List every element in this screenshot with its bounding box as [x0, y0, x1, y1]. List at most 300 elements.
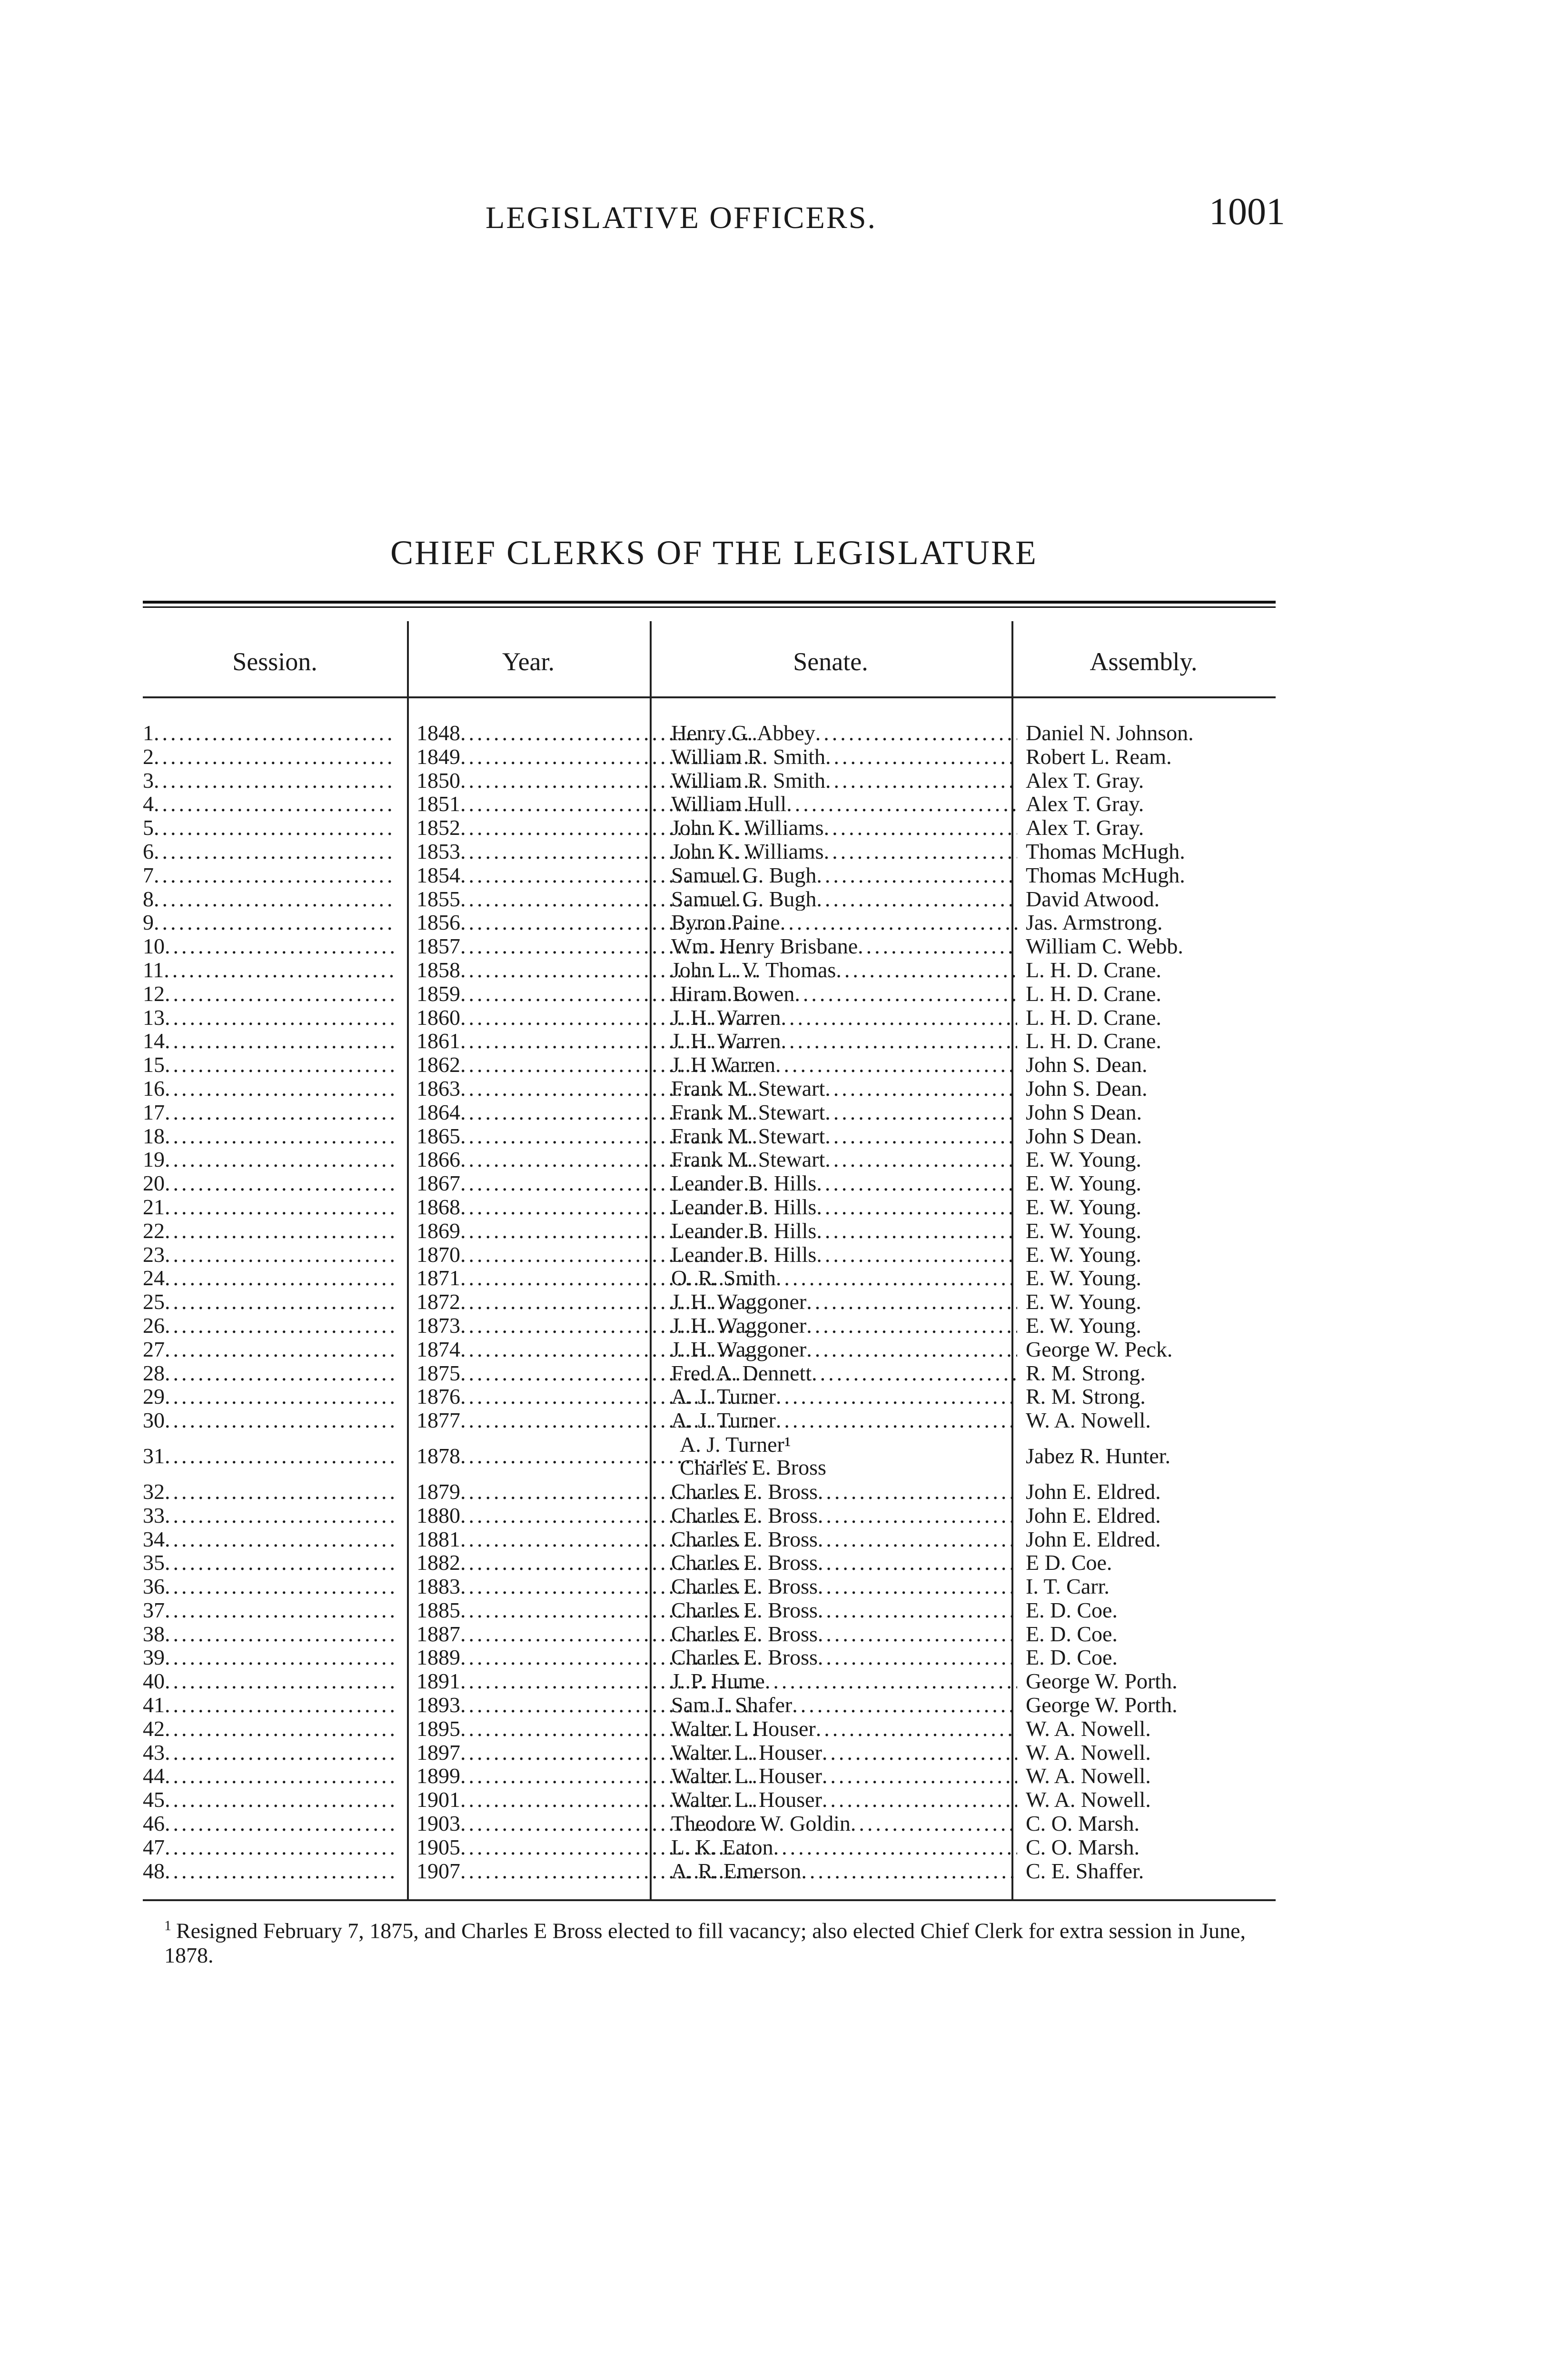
session-cell-text: 46 — [143, 1812, 165, 1835]
footnote — [164, 1914, 1288, 1968]
assembly-cell: E. W. Young. — [1026, 1148, 1141, 1172]
senate-cell-text: J. H. Waggoner — [671, 1313, 807, 1338]
session-cell — [143, 1006, 400, 1030]
leader-dots — [816, 1195, 1017, 1219]
year-cell-text: 1872 — [416, 1290, 460, 1314]
header-assembly: Assembly. — [1090, 647, 1198, 676]
year-cell-text: 1873 — [416, 1313, 460, 1338]
session-cell-text: 17 — [143, 1100, 165, 1124]
assembly-cell: John E. Eldred. — [1026, 1527, 1161, 1551]
session-cell — [143, 1480, 400, 1504]
session-cell — [143, 1408, 400, 1432]
leader-dots — [154, 769, 396, 793]
table-row — [143, 745, 1276, 769]
senate-cell — [671, 816, 1026, 840]
session-cell-text: 28 — [143, 1361, 165, 1385]
page-header — [143, 190, 1285, 248]
leader-dots — [822, 1788, 1017, 1812]
session-cell-text: 7 — [143, 863, 154, 887]
leader-dots — [812, 1361, 1017, 1385]
leader-dots — [816, 1717, 1017, 1741]
assembly-cell: John S Dean. — [1026, 1100, 1142, 1124]
leader-dots — [825, 769, 1017, 793]
session-cell-text: 29 — [143, 1385, 165, 1409]
assembly-cell: L. H. D. Crane. — [1026, 1005, 1161, 1030]
session-cell — [143, 1077, 400, 1101]
leader-dots — [165, 1101, 396, 1124]
leader-dots — [165, 982, 396, 1006]
assembly-cell: Jabez R. Hunter. — [1026, 1443, 1171, 1468]
senate-cell-text: Charles E. Bross — [671, 1503, 818, 1527]
senate-cell-text: Walter L. Houser — [671, 1764, 822, 1788]
senate-cell-text: Walter L. Houser — [671, 1788, 822, 1812]
year-cell-text: 1878 — [416, 1443, 460, 1468]
session-cell-text: 18 — [143, 1124, 165, 1148]
table-row — [143, 1171, 1276, 1195]
leader-dots — [165, 1598, 396, 1622]
year-cell-text: 1866 — [416, 1148, 460, 1172]
table-row — [143, 1053, 1276, 1077]
leader-dots — [786, 792, 1017, 816]
assembly-cell: L. H. D. Crane. — [1026, 982, 1161, 1006]
session-cell-text: 15 — [143, 1053, 165, 1077]
session-cell-text: 31 — [143, 1443, 165, 1468]
leader-dots — [165, 1219, 396, 1243]
table-row — [143, 1669, 1276, 1693]
senate-cell — [671, 1101, 1026, 1124]
assembly-cell: E. W. Young. — [1026, 1195, 1141, 1219]
leader-dots — [822, 1764, 1017, 1788]
table-row — [143, 816, 1276, 840]
year-cell-text: 1885 — [416, 1598, 460, 1622]
assembly-cell: W. A. Nowell. — [1026, 1716, 1151, 1741]
senate-cell — [671, 934, 1026, 958]
session-cell — [143, 934, 400, 958]
session-cell — [143, 1266, 400, 1290]
year-cell-text: 1868 — [416, 1195, 460, 1219]
year-cell-text: 1854 — [416, 863, 460, 887]
leader-dots — [818, 1622, 1017, 1646]
leader-dots — [165, 1385, 396, 1408]
senate-cell — [671, 1835, 1026, 1859]
table-row — [143, 1859, 1276, 1883]
table-row — [143, 1077, 1276, 1101]
table-row — [143, 1314, 1276, 1338]
leader-dots — [165, 1243, 396, 1267]
session-cell-text: 3 — [143, 768, 154, 793]
senate-cell-text: Samuel G. Bugh — [671, 863, 817, 887]
session-cell-text: 14 — [143, 1029, 165, 1053]
session-cell-text: 42 — [143, 1716, 165, 1741]
leader-dots — [165, 1741, 396, 1765]
leader-dots — [165, 1029, 396, 1053]
year-cell-text: 1862 — [416, 1053, 460, 1077]
year-cell-text: 1903 — [416, 1812, 460, 1835]
session-cell-text: 41 — [143, 1693, 165, 1717]
table-row — [143, 1504, 1276, 1527]
year-cell-text: 1857 — [416, 934, 460, 958]
session-cell-text: 39 — [143, 1646, 165, 1670]
assembly-cell: Thomas McHugh. — [1026, 839, 1185, 863]
year-cell-text: 1856 — [416, 911, 460, 935]
senate-cell-text: Leander B. Hills — [671, 1219, 817, 1243]
year-cell-text: 1850 — [416, 768, 460, 793]
senate-cell-text: Charles E. Bross — [671, 1622, 818, 1646]
senate-cell — [671, 1598, 1026, 1622]
table-row — [143, 769, 1276, 793]
assembly-cell: W. A. Nowell. — [1026, 1788, 1151, 1812]
senate-cell-text: Charles E. Bross — [671, 1646, 818, 1670]
senate-cell-text: Hiram Bowen — [671, 982, 795, 1006]
leader-dots — [825, 1124, 1017, 1148]
senate-cell-text: Theodore W. Goldin — [671, 1812, 851, 1835]
table-row — [143, 1551, 1276, 1575]
senate-cell-text: J. H. Warren — [671, 1005, 781, 1030]
leader-dots — [165, 934, 396, 958]
leader-dots — [154, 792, 396, 816]
assembly-cell: L. H. D. Crane. — [1026, 1029, 1161, 1053]
senate-cell — [671, 1788, 1026, 1812]
leader-dots — [165, 1338, 396, 1361]
assembly-cell: W. A. Nowell. — [1026, 1764, 1151, 1788]
table-row — [143, 840, 1276, 863]
session-cell — [143, 1859, 400, 1883]
session-cell-text: 27 — [143, 1337, 165, 1361]
session-cell — [143, 1835, 400, 1859]
senate-cell-text: Walter L. Houser — [671, 1740, 822, 1765]
leader-dots — [154, 721, 396, 745]
senate-cell-text: Leander B. Hills — [671, 1171, 817, 1195]
leader-dots — [806, 1338, 1017, 1361]
senate-cell-text: O. R. Smith — [671, 1266, 776, 1290]
senate-cell — [671, 1764, 1026, 1788]
session-cell — [143, 1717, 400, 1741]
senate-cell-text: Frank M. Stewart — [671, 1148, 825, 1172]
senate-cell-text: Walter L Houser — [671, 1716, 816, 1741]
assembly-cell: E. W. Young. — [1026, 1266, 1141, 1290]
senate-cell — [671, 1646, 1026, 1669]
session-cell-text: 44 — [143, 1764, 165, 1788]
assembly-cell: Jas. Armstrong. — [1026, 911, 1163, 935]
senate-cell — [671, 840, 1026, 863]
year-cell-text: 1881 — [416, 1527, 460, 1551]
senate-cell — [671, 1266, 1026, 1290]
running-title: LEGISLATIVE OFFICERS. — [486, 200, 877, 235]
senate-cell — [671, 863, 1026, 887]
session-cell — [143, 745, 400, 769]
leader-dots — [165, 1480, 396, 1504]
session-cell — [143, 1527, 400, 1551]
senate-cell — [671, 982, 1026, 1006]
session-cell — [143, 1598, 400, 1622]
leader-dots — [165, 1646, 396, 1669]
session-cell — [143, 1314, 400, 1338]
leader-dots — [806, 1290, 1017, 1314]
assembly-cell: E. W. Young. — [1026, 1219, 1141, 1243]
session-cell — [143, 1243, 400, 1267]
senate-name: A. J. Turner¹ — [680, 1432, 791, 1457]
assembly-cell: R. M. Strong. — [1026, 1385, 1146, 1409]
senate-cell — [671, 958, 1026, 982]
leader-dots — [154, 840, 396, 863]
senate-cell-text: Frank M. Stewart — [671, 1076, 825, 1101]
senate-cell-text: J. H. Waggoner — [671, 1337, 807, 1361]
year-cell-text: 1897 — [416, 1740, 460, 1765]
assembly-cell: William C. Webb. — [1026, 934, 1183, 958]
leader-dots — [822, 1741, 1017, 1765]
assembly-cell: C. E. Shaffer. — [1026, 1859, 1144, 1883]
year-cell-text: 1899 — [416, 1764, 460, 1788]
senate-cell — [671, 1741, 1026, 1765]
year-cell-text: 1869 — [416, 1219, 460, 1243]
session-cell-text: 45 — [143, 1788, 165, 1812]
year-cell-text: 1859 — [416, 982, 460, 1006]
senate-cell-text: Frank M. Stewart — [671, 1100, 825, 1124]
leader-dots — [165, 1361, 396, 1385]
leader-dots — [165, 1575, 396, 1598]
senate-cell — [671, 721, 1026, 745]
session-cell — [143, 1432, 400, 1480]
leader-dots — [154, 816, 396, 840]
senate-cell-text: Sam J. Shafer — [671, 1693, 793, 1717]
table-top-rule — [143, 601, 1276, 608]
session-cell — [143, 958, 400, 982]
leader-dots — [825, 1148, 1017, 1171]
session-cell-text: 30 — [143, 1408, 165, 1432]
session-cell — [143, 911, 400, 934]
table-row — [143, 863, 1276, 887]
senate-cell-text: William R. Smith — [671, 768, 825, 793]
year-cell-text: 1901 — [416, 1788, 460, 1812]
leader-dots — [165, 1432, 396, 1480]
year-cell-text: 1879 — [416, 1479, 460, 1504]
senate-cell-text: Samuel G. Bugh — [671, 887, 817, 911]
table-row — [143, 1812, 1276, 1835]
senate-cell-text: A. J. Turner — [671, 1408, 776, 1432]
page-number: 1001 — [1209, 191, 1285, 233]
footnote-marker: 1 — [164, 1918, 171, 1934]
leader-dots — [165, 1788, 396, 1812]
table-row — [143, 792, 1276, 816]
session-cell-text: 36 — [143, 1575, 165, 1598]
senate-cell — [671, 1575, 1026, 1598]
year-cell-text: 1852 — [416, 816, 460, 840]
assembly-cell: Alex T. Gray. — [1026, 792, 1144, 816]
year-cell-text: 1864 — [416, 1100, 460, 1124]
assembly-cell: David Atwood. — [1026, 887, 1160, 911]
leader-dots — [818, 1575, 1017, 1598]
leader-dots — [165, 1171, 396, 1195]
session-cell — [143, 887, 400, 911]
assembly-cell: John S Dean. — [1026, 1124, 1142, 1148]
year-cell-text: 1871 — [416, 1266, 460, 1290]
assembly-cell: Thomas McHugh. — [1026, 863, 1185, 887]
leader-dots — [165, 1504, 396, 1527]
senate-cell-text: William R. Smith — [671, 744, 825, 769]
leader-dots — [165, 1077, 396, 1101]
session-cell-text: 20 — [143, 1171, 165, 1195]
senate-cell — [671, 1219, 1026, 1243]
session-cell — [143, 1053, 400, 1077]
senate-cell — [671, 1290, 1026, 1314]
session-cell-text: 32 — [143, 1479, 165, 1504]
senate-cell — [671, 1361, 1026, 1385]
session-cell-text: 38 — [143, 1622, 165, 1646]
session-cell — [143, 1741, 400, 1765]
assembly-cell: Alex T. Gray. — [1026, 768, 1144, 793]
assembly-cell: R. M. Strong. — [1026, 1361, 1146, 1385]
senate-cell-text: John L. V. Thomas — [671, 958, 836, 982]
table-row — [143, 1243, 1276, 1267]
year-cell-text: 1874 — [416, 1337, 460, 1361]
leader-dots — [165, 1408, 396, 1432]
leader-dots — [165, 1551, 396, 1575]
table-row — [143, 1717, 1276, 1741]
session-cell-text: 43 — [143, 1740, 165, 1765]
leader-dots — [825, 1077, 1017, 1101]
session-cell — [143, 1029, 400, 1053]
leader-dots — [816, 1243, 1017, 1267]
leader-dots — [154, 887, 396, 911]
year-cell-text: 1887 — [416, 1622, 460, 1646]
senate-cell-text: Charles E. Bross — [671, 1527, 818, 1551]
senate-cell-text: Byron Paine — [671, 911, 780, 935]
leader-dots — [806, 1314, 1017, 1338]
assembly-cell: George W. Porth. — [1026, 1693, 1178, 1717]
leader-dots — [776, 1408, 1017, 1432]
leader-dots — [165, 1669, 396, 1693]
senate-cell — [671, 1148, 1026, 1171]
session-cell-text: 2 — [143, 744, 154, 769]
senate-cell — [671, 1480, 1026, 1504]
senate-cell-text: Charles E. Bross — [671, 1551, 818, 1575]
senate-cell — [671, 1551, 1026, 1575]
table-row — [143, 1219, 1276, 1243]
session-cell — [143, 1171, 400, 1195]
session-cell — [143, 721, 400, 745]
senate-cell-text: Charles E. Bross — [671, 1598, 818, 1622]
senate-cell — [671, 1314, 1026, 1338]
session-cell — [143, 982, 400, 1006]
senate-cell — [671, 1029, 1026, 1053]
senate-cell — [671, 1504, 1026, 1527]
session-cell — [143, 1812, 400, 1835]
senate-cell — [671, 1171, 1026, 1195]
year-cell-text: 1853 — [416, 839, 460, 863]
leader-dots — [165, 1290, 396, 1314]
session-cell — [143, 1338, 400, 1361]
leader-dots — [801, 1859, 1017, 1883]
leader-dots — [781, 1029, 1018, 1053]
session-cell-text: 1 — [143, 721, 154, 745]
leader-dots — [818, 1480, 1017, 1504]
year-cell-text: 1863 — [416, 1076, 460, 1101]
table-row — [143, 1101, 1276, 1124]
assembly-cell: John E. Eldred. — [1026, 1479, 1161, 1504]
session-cell-text: 24 — [143, 1266, 165, 1290]
senate-cell — [671, 1195, 1026, 1219]
leader-dots — [154, 911, 396, 934]
leader-dots — [818, 1646, 1017, 1669]
assembly-cell: E. W. Young. — [1026, 1242, 1141, 1267]
assembly-cell: E D. Coe. — [1026, 1551, 1112, 1575]
senate-cell — [671, 1385, 1026, 1408]
year-cell-text: 1907 — [416, 1859, 460, 1883]
senate-cell-text: A. J. Turner — [671, 1385, 776, 1409]
year-cell-text: 1895 — [416, 1716, 460, 1741]
session-cell — [143, 792, 400, 816]
session-cell-text: 25 — [143, 1290, 165, 1314]
session-cell-text: 26 — [143, 1313, 165, 1338]
senate-name: Charles E. Bross — [680, 1455, 826, 1479]
leader-dots — [165, 1835, 396, 1859]
leader-dots — [776, 1266, 1017, 1290]
senate-cell-text: L. K. Eaton — [671, 1835, 773, 1859]
year-cell-text: 1875 — [416, 1361, 460, 1385]
senate-cell-text: Charles E. Bross — [671, 1575, 818, 1598]
leader-dots — [165, 1764, 396, 1788]
table-row — [143, 1527, 1276, 1551]
leader-dots — [165, 1812, 396, 1835]
assembly-cell: Robert L. Ream. — [1026, 744, 1172, 769]
table-title: CHIEF CLERKS OF THE LEGISLATURE — [390, 534, 1038, 572]
session-cell-text: 35 — [143, 1551, 165, 1575]
year-cell-text: 1860 — [416, 1005, 460, 1030]
header-year: Year. — [502, 647, 555, 676]
leader-dots — [851, 1812, 1017, 1835]
senate-cell — [671, 745, 1026, 769]
senate-cell — [671, 1243, 1026, 1267]
year-cell-text: 1861 — [416, 1029, 460, 1053]
year-cell-text: 1882 — [416, 1551, 460, 1575]
leader-dots — [165, 1195, 396, 1219]
leader-dots — [165, 1622, 396, 1646]
session-cell — [143, 1385, 400, 1408]
table-body — [143, 721, 1276, 1883]
leader-dots — [818, 1598, 1017, 1622]
leader-dots — [818, 1504, 1017, 1527]
table-row — [143, 887, 1276, 911]
leader-dots — [165, 1859, 396, 1883]
session-cell-text: 12 — [143, 982, 165, 1006]
session-cell — [143, 1764, 400, 1788]
clerks-table — [143, 621, 1276, 1899]
session-cell-text: 23 — [143, 1242, 165, 1267]
session-cell — [143, 840, 400, 863]
senate-cell — [671, 1077, 1026, 1101]
session-cell — [143, 1646, 400, 1669]
table-row — [143, 1646, 1276, 1669]
leader-dots — [780, 911, 1017, 934]
year-cell-text: 1849 — [416, 744, 460, 769]
table-row — [143, 982, 1276, 1006]
year-cell-text: 1848 — [416, 721, 460, 745]
assembly-cell: W. A. Nowell. — [1026, 1740, 1151, 1765]
leader-dots — [816, 1171, 1017, 1195]
leader-dots — [816, 887, 1017, 911]
assembly-cell: John S. Dean. — [1026, 1076, 1148, 1101]
assembly-cell: George W. Peck. — [1026, 1337, 1173, 1361]
senate-cell — [671, 792, 1026, 816]
table-row — [143, 1338, 1276, 1361]
leader-dots — [824, 816, 1017, 840]
table-row — [143, 1432, 1276, 1480]
senate-cell — [671, 1124, 1026, 1148]
session-cell-text: 37 — [143, 1598, 165, 1622]
session-cell — [143, 1361, 400, 1385]
assembly-cell: C. O. Marsh. — [1026, 1835, 1140, 1859]
leader-dots — [165, 1148, 396, 1171]
